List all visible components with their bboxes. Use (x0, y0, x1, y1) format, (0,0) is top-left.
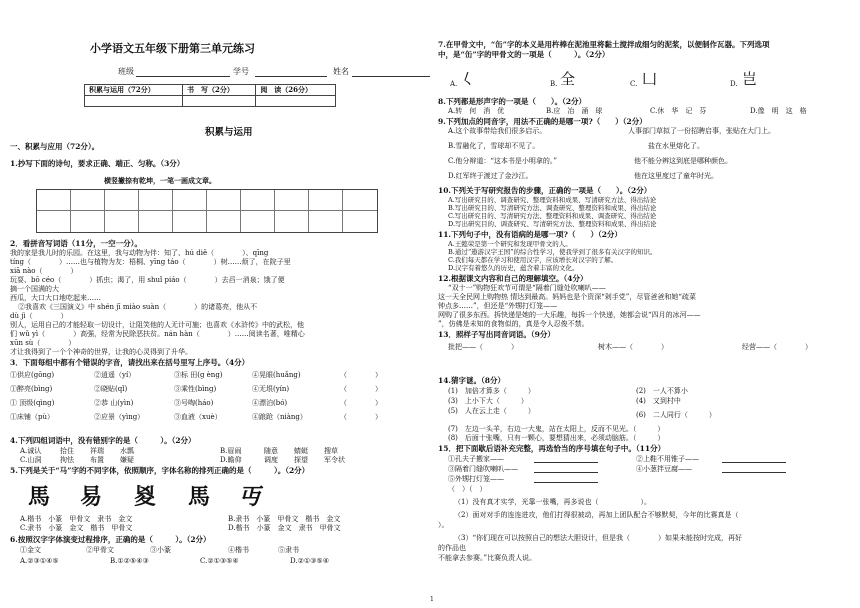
question-11: 11.下列句子中，没有语病的是哪一项?（ ）（2分） (438, 230, 622, 239)
horse-glyph-5: 丏 (238, 484, 261, 510)
q11-opt: D.汉字有着悠久的历史，蕴含着丰富的文化。 (448, 264, 579, 272)
q14-item: (8) 后面十张嘴，只有一颗心，要想猜出来，必须动脑筋。（ ） (448, 434, 665, 442)
score-table-col2: 书 写（2分） (183, 85, 256, 96)
right-page (430, 0, 860, 608)
q3-opt: ①醉亮(bìng) (10, 385, 53, 393)
q15-item: ⑤外甥打灯笼—— (448, 475, 504, 483)
q2-line: 玩耍、bō céo（ ）抓虫；渴了，用 shuǐ piáo（ ）去舀一消泉；饿了便 (10, 276, 285, 284)
q15-line: 不能拿去参赛。”比赛负责人说。 (438, 554, 537, 562)
q10-opt: B.写出研究目的、写清研究方法、调查研究、整理资料和成果、得出结论 (448, 204, 657, 212)
q6-opt: D.②①③⑤④ (290, 557, 329, 565)
q8-opt: A.转 何 消 优 (448, 107, 505, 115)
score-table (84, 84, 336, 107)
q3-answer[interactable]: （ ） (340, 399, 382, 407)
page-number: 1 (430, 596, 434, 603)
question-7-cont: 中，是“缶”字的甲骨文的一项是（ ）。（2分） (438, 50, 610, 59)
q12-line: 这一天全民网上购物热 情达到最高。妈妈也是个资深“剁手党”，尽管爸爸和她“疏菜 (438, 293, 696, 301)
q3-answer[interactable]: （ ） (340, 371, 382, 379)
q4-opt: 拾住 (60, 447, 74, 455)
q14-item: (1) 加倍才算多（ ） (448, 387, 535, 395)
question-14: 14.猜字谜。（8分） (438, 376, 506, 385)
q4-opt: C.山洞 (20, 456, 42, 464)
question-4: 4.下列四组词语中，没有错别字的是（ ）。（2分） (10, 436, 196, 445)
horse-glyph-strip (22, 478, 276, 508)
question-1: 1.抄写下面的诗句，要求正确、端正、匀称。（3分） (10, 159, 185, 168)
q4-opt: 水瓢 (120, 447, 134, 455)
q7-glyph-d: 岂 (742, 70, 758, 88)
q15-line: （3）“你们现在可以按照自己的想法大胆设计，但是我（ ）如果未能按时完成，再好 (454, 534, 743, 542)
q4-opt: 嫌疑 (120, 456, 134, 464)
q4-opt: 军令状 (324, 456, 345, 464)
q7-opt-c: C. (630, 80, 638, 88)
q7-opt-b: B. (550, 80, 558, 88)
q11-opt: A.王懿荣是第一个研究和发现甲骨文的人。 (448, 240, 572, 248)
q5-opt-a: A.楷书 小篆 甲骨文 隶书 金文 (20, 515, 133, 523)
q14-item: (3) 上小下大（ ） (448, 397, 528, 405)
q2-line: tíng（ ）……也与植物为友：梧桐、yīng táo（ ）树……烦了，在院子里 (10, 258, 291, 266)
q9-opt: 他在这里度过了童年时光。 (634, 172, 718, 180)
q12-line: “双十一”购物狂欢节可谓是“隔着门缝处吹喇叭—— (448, 284, 606, 292)
q12-line: 网购了很多东西。拆快递是她的一大乐趣，每拆一个快递，她都会说“四月的冰河—— (438, 311, 701, 319)
q4-opt: 拘怯 (60, 456, 74, 464)
q15-blank[interactable] (534, 482, 598, 483)
name-label: 姓名 (333, 67, 349, 76)
q2-line: 才让我得到了一个个神奇的世界，让我的心灵得到了升华。 (10, 348, 192, 356)
id-label: 学号 (233, 67, 249, 76)
q15-item: ③隔着门缝吹喇叭—— (448, 465, 518, 473)
q6-opt: C.②①③⑤④ (200, 557, 239, 565)
question-8: 8.下列都是形声字的一项是（ ）。（2分） (438, 97, 587, 106)
part-heading: 一、积累与应用（72分）。 (10, 142, 100, 151)
q12-line: ”，仿佛是未知的食物似的，真是令人忍俊不禁。 (438, 320, 589, 328)
q3-opt: ④漂泊(bó) (252, 399, 288, 407)
q14-item: (4) 又到村中 (636, 397, 681, 405)
q3-opt: ④踉跄（niàng） (252, 413, 307, 421)
q9-opt: C.他分辩道：“这本书是小明拿的。” (448, 157, 557, 165)
q3-answer[interactable]: （ ） (340, 385, 382, 393)
q13-item[interactable]: 树木——（ ） (598, 343, 668, 351)
q3-opt: ②应景（yìng） (94, 413, 145, 421)
question-13: 13．照样子写出同音词语。（9分） (438, 330, 555, 339)
class-label: 班级 (118, 67, 134, 76)
question-3: 3．下面每组中都有个错误的字音，请找出来在括号里写上序号。（4分） (10, 358, 250, 367)
q15-line: （1）没有真才实学，光靠一张嘴，再多说也（ ）。 (454, 498, 651, 506)
q3-opt: ③乘性(bìng) (174, 385, 217, 393)
q2-line: dù jì（ ） (10, 312, 68, 320)
q2-line: 别人，运用自己的才能轻取一切设计，让阻笑他的人无计可施；也喜欢《水浒传》中的武松，他 (10, 321, 304, 329)
q2-line: 我的家是我儿时的乐园。在这里，我与动物为伴：知了、hú diě（ ）、qīng (10, 249, 269, 257)
question-6: 6.按照汉字字体演变过程排序，正确的是（ ）。（2分） (10, 535, 211, 544)
q15-item: ①孔夫子搬家—— (448, 455, 504, 463)
score-cell[interactable] (256, 96, 336, 107)
q15-line: ）。 (438, 521, 449, 529)
q15-line: 的作品也 (438, 544, 466, 552)
q14-item: (7) 左边一头羊，右边一大鬼，站在太阳上，反而不见光。（ ） (448, 425, 665, 433)
q14-item: (6) 二人同行（ ） (636, 411, 716, 419)
q2-line: xūn sù（ ） (10, 339, 76, 347)
q5-opt-d: D.楷书 小篆 金文 隶书 甲骨文 (228, 524, 341, 532)
q3-opt: ① 顶级(qìng) (10, 399, 55, 407)
q3-opt: ①供应(gōng) (10, 371, 55, 379)
q6-item: ⑤隶书 (278, 546, 299, 554)
score-table-col1: 积累与运用（72分） (85, 85, 183, 96)
q4-opt: 布置 (90, 456, 104, 464)
q15-line: （2）面对对手的连连进攻，他们打得很被动，再加上团队配合不够默契，今年的比赛真是（ (454, 511, 739, 519)
question-7: 7.在甲骨文中，“缶”字的本义是用杵棒在泥池里将黏土搅拌成细匀的泥浆，以便制作瓦器。下列选项 (438, 40, 770, 49)
q3-opt: ③血液（xuè） (174, 413, 222, 421)
question-9: 9.下列加点的同音字，用法不正确的是哪一项?（ ）（2分） (438, 117, 647, 126)
q2-line: xiā nào（ ） (10, 267, 78, 275)
question-12: 12.根据课文内容和自己的理解填空。（4分） (438, 274, 588, 283)
q15-blank[interactable] (534, 462, 598, 463)
q10-opt: C.写出研究目的、写清研究方法、整理资料和成果、调查研究、得出结论 (448, 212, 657, 220)
q3-answer[interactable]: （ ） (340, 413, 382, 421)
q13-item[interactable]: 经营——（ ） (742, 343, 812, 351)
q7-glyph-c: 凵 (642, 70, 658, 88)
q7-opt-a: A. (450, 80, 458, 88)
question-10: 10.下列关于写研究报告的步骤，正确的一项是（ ）。（2分） (438, 186, 652, 195)
q6-item: ③小篆 (150, 546, 171, 554)
q2-line: ②我喜欢《三国演义》中 shén jī miào suàn（ ）的诸葛亮，他从不 (18, 303, 258, 311)
q14-item: (2) 一人不算小 (636, 387, 688, 395)
q5-opt-b: B.隶书 小篆 甲骨文 楷书 金文 (228, 515, 341, 523)
q3-opt: ②逍遥（yí） (94, 371, 136, 379)
q9-opt: D.红军终于渡过了金沙江。 (448, 172, 533, 180)
q4-opt: 蜻蜓 (294, 447, 308, 455)
score-cell[interactable] (183, 96, 256, 107)
q9-opt: 盐在水里熔化了。 (648, 142, 704, 150)
question-15: 15．把下面歇后语补充完整，再选恰当的序号填在句子中。（11分） (438, 444, 666, 453)
q6-item: ①金文 (20, 546, 41, 554)
score-cell[interactable] (85, 96, 183, 107)
page-title: 小学语文五年级下册第三单元练习 (90, 42, 255, 55)
q10-opt: D.写出研究目的、调查研究、写清研究方法、整理资料和成果、得出结论 (448, 220, 657, 228)
horse-glyph-1: 馬 (28, 484, 51, 510)
q6-opt: B.①②⑤④③ (110, 557, 149, 565)
q2-line: 摘一个国满的大 (10, 285, 59, 293)
q8-opt: B.应 冶 涌 球 (546, 107, 603, 115)
q6-item: ②甲骨文 (86, 546, 114, 554)
q4-opt: 搜草 (324, 447, 338, 455)
q15-blank[interactable] (534, 472, 598, 473)
q13-item[interactable]: 批把——（ ） (448, 343, 518, 351)
q15-item: ④小葱拌豆腐—— (636, 465, 692, 473)
q15-blank[interactable] (722, 462, 786, 463)
q9-opt: 人事部门草拟了一份招聘启事，张贴在大门上。 (628, 127, 775, 135)
q6-item: ④楷书 (228, 546, 249, 554)
q4-opt: 祥瑞 (90, 447, 104, 455)
writing-grid[interactable] (36, 189, 378, 233)
q3-opt: ③号啕(háo) (174, 399, 214, 407)
horse-glyph-4: 馬 (188, 484, 211, 510)
horse-glyph-3: 㚇 (134, 484, 157, 510)
q4-opt: B.眉闹 (220, 447, 242, 455)
question-5: 5.下列是关于“马”字的不同字体，依照顺序，字体名称的排列正确的是（ ）。（2分） (10, 466, 310, 475)
q3-opt: ②晓贴(qǐ) (94, 385, 128, 393)
score-table-col3: 阅 读（26分） (256, 85, 336, 96)
horse-glyph-2: 易 (80, 484, 103, 510)
q6-opt: A.②③①④⑤ (20, 557, 59, 565)
q11-opt: C.我们每天都在学习和使用汉字，应该增长对汉字的了解。 (448, 256, 618, 264)
q8-opt: D.像 明 这 格 (750, 107, 807, 115)
q10-opt: A.写出研究目的、调查研究、整理资料和成果、写清研究方法、得出结论 (448, 196, 657, 204)
q14-item: (5) 人在云上走（ ） (448, 407, 535, 415)
q15-line: （ ）（ ） (448, 485, 487, 493)
section-heading: 积累与运用 (205, 127, 253, 138)
q3-opt: ②恭 山(yìn) (94, 399, 134, 407)
q2-line: 们 wǔ yì（ ）高强，经常为民除恶扶贫。nán hàn（ ）……阅读名著，唯精心 (10, 330, 305, 338)
q4-opt: D.瞻仰 (220, 456, 242, 464)
q12-line: 钟点多……”，但还是“外甥打灯笼—— (438, 302, 558, 310)
q8-opt: C.休 华 记 芬 (650, 107, 707, 115)
q11-opt: B.通过“遨游汉字王国”的综合性学习，使我学到了很多有关汉字的知识。 (448, 248, 657, 256)
q4-opt: A.诚认 (20, 447, 42, 455)
q7-glyph-b: 全 (560, 70, 576, 88)
q3-opt: ①床铺（pù） (10, 413, 54, 421)
q5-opt-c: C.隶书 小篆 金文 楷书 甲骨文 (20, 524, 133, 532)
name-field[interactable] (352, 76, 430, 77)
q3-opt: ④无垠(yín) (252, 385, 290, 393)
q9-opt: A.这个故事带给我们很多启示。 (448, 127, 547, 135)
q9-opt: 他不能分辨这到底是哪种颜色。 (634, 157, 732, 165)
q7-glyph-a: 𡿨 (460, 70, 476, 88)
q7-opt-d: D. (730, 80, 738, 88)
q15-item: ②上鞋不用锥子—— (636, 455, 699, 463)
class-field[interactable] (136, 76, 230, 77)
q3-opt: ③标 田(g èng) (174, 371, 223, 379)
copy-text: 横竖撇捺有乾坤，一笔一画成文章。 (104, 176, 216, 185)
q4-opt: 随意 (264, 447, 278, 455)
q2-line: 西瓜，大口大口地吃起来…… (10, 294, 101, 302)
q4-opt: 探望 (294, 456, 308, 464)
id-field[interactable] (255, 76, 327, 77)
q9-opt: B.雪融化了，雪球却不见了。 (448, 142, 540, 150)
q15-blank[interactable] (722, 472, 786, 473)
q4-opt: 调度 (264, 456, 278, 464)
question-2: 2．看拼音写词语（11分，一空一分）。 (10, 239, 142, 248)
q3-opt: ④晃眼(huǎng) (252, 371, 301, 379)
